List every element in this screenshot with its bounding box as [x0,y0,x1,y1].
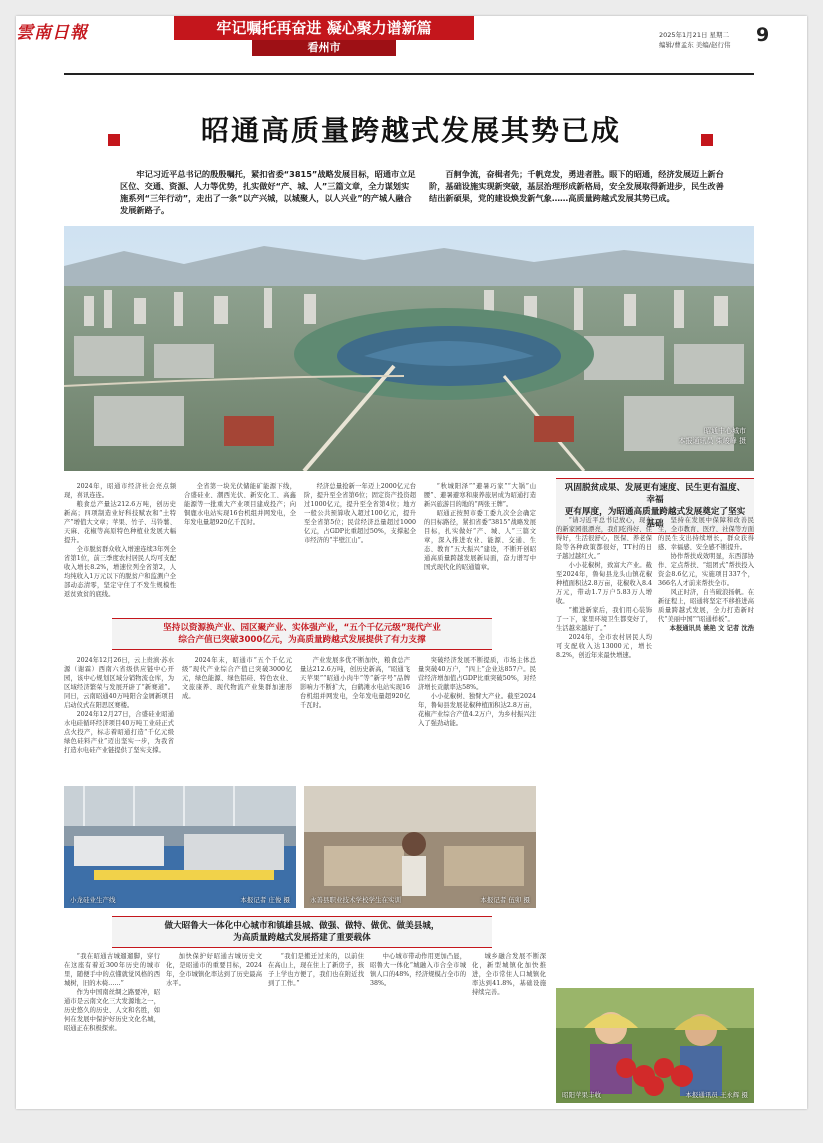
section4-para3: 加快保护好昭通古城历史文化，是昭通市的重要目标，2024年，全市城镇化率达到了历史最高水平。 [166,953,262,987]
section1-para5: 经济总量抢新一年迈上2000亿元台阶，提升至全省第6位；固定资产投资超过1000亿元，提升至全省第4位；地方一般公共预算收入超过100亿元，提升至全省第5位；民营经济总量超过1000亿元，占GDP比重超过50%，支撑起全市经济的“半壁江山”。 [304,483,416,544]
section4-header [112,916,492,948]
section2-title-line2: 综合产值已突破3000亿元，为高质量跨越式发展提供了有力支撑 [178,635,426,645]
section1-col2 [184,482,296,612]
page-title: 昭通高质量跨越式发展其势已成 [200,114,621,147]
factory-photo [64,786,296,908]
lead-left: 牢记习近平总书记的殷殷嘱托，紧扣省委“3815”战略发展目标，昭通市立足区位、交通、资源、人力等优势，扎实做好“产、城、人”三篇文章，全力谋划实施系列“三年行动”，走出了一条“以产兴城，以城聚人，以人兴业”的产城人融合发展新路子。 [120,169,416,215]
newspaper-page [16,16,807,1109]
section-subbanner: 看州市 [252,40,396,56]
section2-title-line1: 坚持以资源换产业、园区聚产业、实体强产业，“五个千亿元级”现代产业 [163,623,441,633]
section1-para6: “秋城阳泽”“避暑巧家”“大锅”山腰”、避暑避寒和康养旅居成为昭通打造新兴旅游目的地的“两张王牌”。 [424,483,536,508]
section3-para4: 2024年，全市农村居民人均可支配收入达13000元，增长8.2%，创近年来最快增速。 [556,634,652,659]
section2-header [112,618,492,650]
lead-right: 百舸争流，奋楫者先；千帆竞发，勇进者胜。眼下的昭通，经济发展迈上新台阶，基础设施实现新突破，基层治理形成新格局，安全发展取得新进步，民生改善结出新硕果，党的建设焕发新气象……高质量跨越式发展其势已成。 [429,169,724,203]
section1-para4: 全省第一块光伏储能矿能源下线，合盛硅业、潮西光伏、新安化工、高鑫能源等一批重大产业项目建成投产；向铜鹿水电站实现16台机组并网发电，全年发电量超920亿千瓦时。 [184,483,296,526]
factory-photo-credit: 本报记者 庄俊 摄 [240,896,290,904]
section3-para6: 协作帮扶成效明显，东西部协作、定点帮扶、“组团式”帮扶投入资金8.6亿元，实施项目337个，366名人才前来帮扶全市。 [658,553,754,587]
section2-col2 [182,656,292,778]
section-banner: 牢记嘱托再奋进 凝心聚力谱新篇 [174,16,474,40]
section4-title-line1: 做大昭鲁大一体化中心城市和镇雄县城、做强、做特、做优、做美县城， [164,921,440,931]
headline-mark-left [108,134,120,146]
headline-mark-right [701,134,713,146]
section1-para3: 全市脱贫群众收入增速连续3年列全省第1位，前三季度农村居民人均可支配收入增长8.2%，增速位列全省第2，人均纯收入1万元以下的脱贫户和监测户全部动态清零，坚定守住了不发生规模性返贫致贫的底线。 [64,546,176,598]
section3-para2: 小小花椒树，致富大产业。截至2024年，鲁甸县龙头山镇花椒种植面积达2.8万亩，花椒收入8.4万元，带动1.7万户5.83万人增收。 [556,562,652,605]
section2-para4: 产业发展多优不断加快，粮食总产量达212.6万吨，创历史新高，“昭通飞天苹果”“昭通小肉牛”等“新字号”品牌影响力不断扩大，白鹤滩水电站实现16台机组并网发电，全年发电量超920亿千瓦时。 [300,657,410,709]
apple-photo-credit: 本报通讯员 王永辉 摄 [685,1091,748,1099]
section4-para2: 作为中国南丝绸之路要冲，昭通市是云南文化三大发源地之一，历史悠久的历史、人文和名胜，如何在发展中保护好历史文化名城，昭通正在积极探索。 [64,989,160,1032]
main-photo-caption [606,426,746,446]
factory-image [64,786,296,908]
section4-col4 [370,952,466,1102]
section3-para3: “搬进新家后，我们用心装饰了一下，家里环境卫生都变好了，生活越来越好了。” [556,607,652,632]
page-number: 9 [756,24,770,46]
section2-col1 [64,656,174,778]
workshop-photo [304,786,536,908]
section2-para2: 2024年12月27日，合盛硅业昭通水电硅循环经济项目40万吨工业硅正式点火投产，标志着昭通打造“千亿元级绿色硅料产业”迈出坚实一步，为我省打造水电硅产业链提供了坚实支撑。 [64,711,174,754]
apple-harvest-photo [556,988,754,1103]
section4-para5: 中心城市带动作用更加凸显，昭鲁大一体化“城融入市合全市城镇人口的48%，经济规模占全市的38%。 [370,953,466,987]
issue-date: 2025年1月21日 星期二 [659,31,730,39]
issue-meta [659,30,751,50]
apple-harvest-image [556,988,754,1103]
section4-para1: “我在昭通古城遛遛脚，穿行在这座有着近300年历史的城市里，随便手中的点懂就觉风格的西城树，旧的木椅……” [64,953,160,987]
newspaper-logo: 雲南日報 [16,23,88,43]
section4-para6: 城乡融合发展不断深化，新型城镇化加快推进，全市常住人口城镇化率达到41.8%，基础设施持续完善。 [472,953,546,996]
section4-para4: “我们是搬迁过来的，以前住在高山上，现在住上了新房子，孩子上学也方便了，我们也在附近找到了工作。” [268,953,364,987]
masthead-rule [64,73,754,75]
masthead [16,16,616,86]
section1-para1: 2024年，昭通市经济社会亮点频现，喜讯连连。 [64,483,176,499]
section2-para6: 小小花椒树、独臂大产业。截至2024年，鲁甸县发展花椒种植面积达2.8万亩，花椒产业综合产值4.2万户，为乡村振兴注入了强劲动能。 [418,693,536,727]
section3-para5: 坚持在发展中保障和改善民生，全市教育、医疗、社保等方面的民生支出持续增长，群众获得感、幸福感、安全感不断提升。 [658,517,754,551]
section1-col4 [424,482,536,612]
main-aerial-photo [64,226,754,471]
section3-credit: 本报通讯员 姚艳 文 记者 沈浩 [669,625,754,632]
section4-col2 [166,952,262,1102]
section4-col1 [64,952,160,1102]
workshop-photo-credit: 本报记者 伍卯 摄 [480,896,530,904]
section3-title-line2: 更有厚度，为昭通高质量跨越式发展奠定了坚实基础 [564,507,746,529]
section3-para1: “请习近平总书记放心，现在的新家园很漂亮，我们吃得好、住得好，生活很舒心，医保、养老保险等各种政策都很好，TT村的日子越过越红火。” [556,517,652,560]
section2-para3: 2024年末，昭通市“五个千亿元级”现代产业综合产值已突破3000亿元，绿色能源、绿色铝硅、特色农业、文旅康养、现代物流产业集群加速形成。 [182,657,292,700]
workshop-image [304,786,536,908]
section1-para7: 昭通正按照市委工委九次全会确定的目标路径，紧扣省委“3815”战略发展目标，扎实做好“产、城、人”三篇文章，深入推进农业、能源、交通、生态、教育“五大振兴”建设，不断开创昭通高质量跨越发展新局面，奋力谱写中国式现代化的昭通篇章。 [424,510,536,571]
section2-para1: 2024年12月26日，云上贵滇·苏水源（谢霖）西南六省级供应链中心开园，该中心规划区域分销物流仓库，为区域经济繁荣与发展开辟了“新赛道”。同日，云南昭通40万吨阳合金屑新项目启动仪式在阳思区赛楼。 [64,657,174,709]
main-photo-caption-title: 昭通中心城市 [704,427,746,435]
workshop-photo-caption: 永善县职业技术学校学生在实训 [310,896,401,904]
section2-col3 [300,656,410,778]
section4-title-line2: 为高质量跨越式发展搭建了重要载体 [233,933,371,943]
section2-col4 [418,656,536,778]
section1-col1 [64,482,176,612]
section4-col5 [472,952,546,1102]
section4-col3 [268,952,364,1102]
main-photo-caption-credit: 本报通讯员 柴峻峰 摄 [678,437,746,445]
section3-para7: 风正时济，自当破浪扬帆。在新征程上，昭通将坚定不移推进高质量跨越式发展，全力打造新时代“美丽中国”“昭通样板”。 [658,589,754,623]
issue-editors: 编辑/曹孟东 美编/赵行伟 [659,41,731,49]
apple-photo-caption: 昭阳苹果丰收 [562,1091,601,1099]
factory-photo-caption: 小龙硅业生产线 [70,896,116,904]
section2-para5: 突破经济发展不断提质，市场主体总量突破40万户，“四上”企业达857户。民营经济增加值占GDP比重突破50%，对经济增长贡献率达58%。 [418,657,536,691]
section3-title-line1: 巩固脱贫成果、发展更有速度、民生更有温度、幸福 [564,483,746,505]
section1-col3 [304,482,416,612]
section1-para2: 粮食总产量达212.6万吨，创历史新高；四项制造业好科技赋农和“土特产”增值大文章；苹果、竹子、马铃薯、天麻、花椒等高原特色种植业发展大幅提升。 [64,501,176,544]
